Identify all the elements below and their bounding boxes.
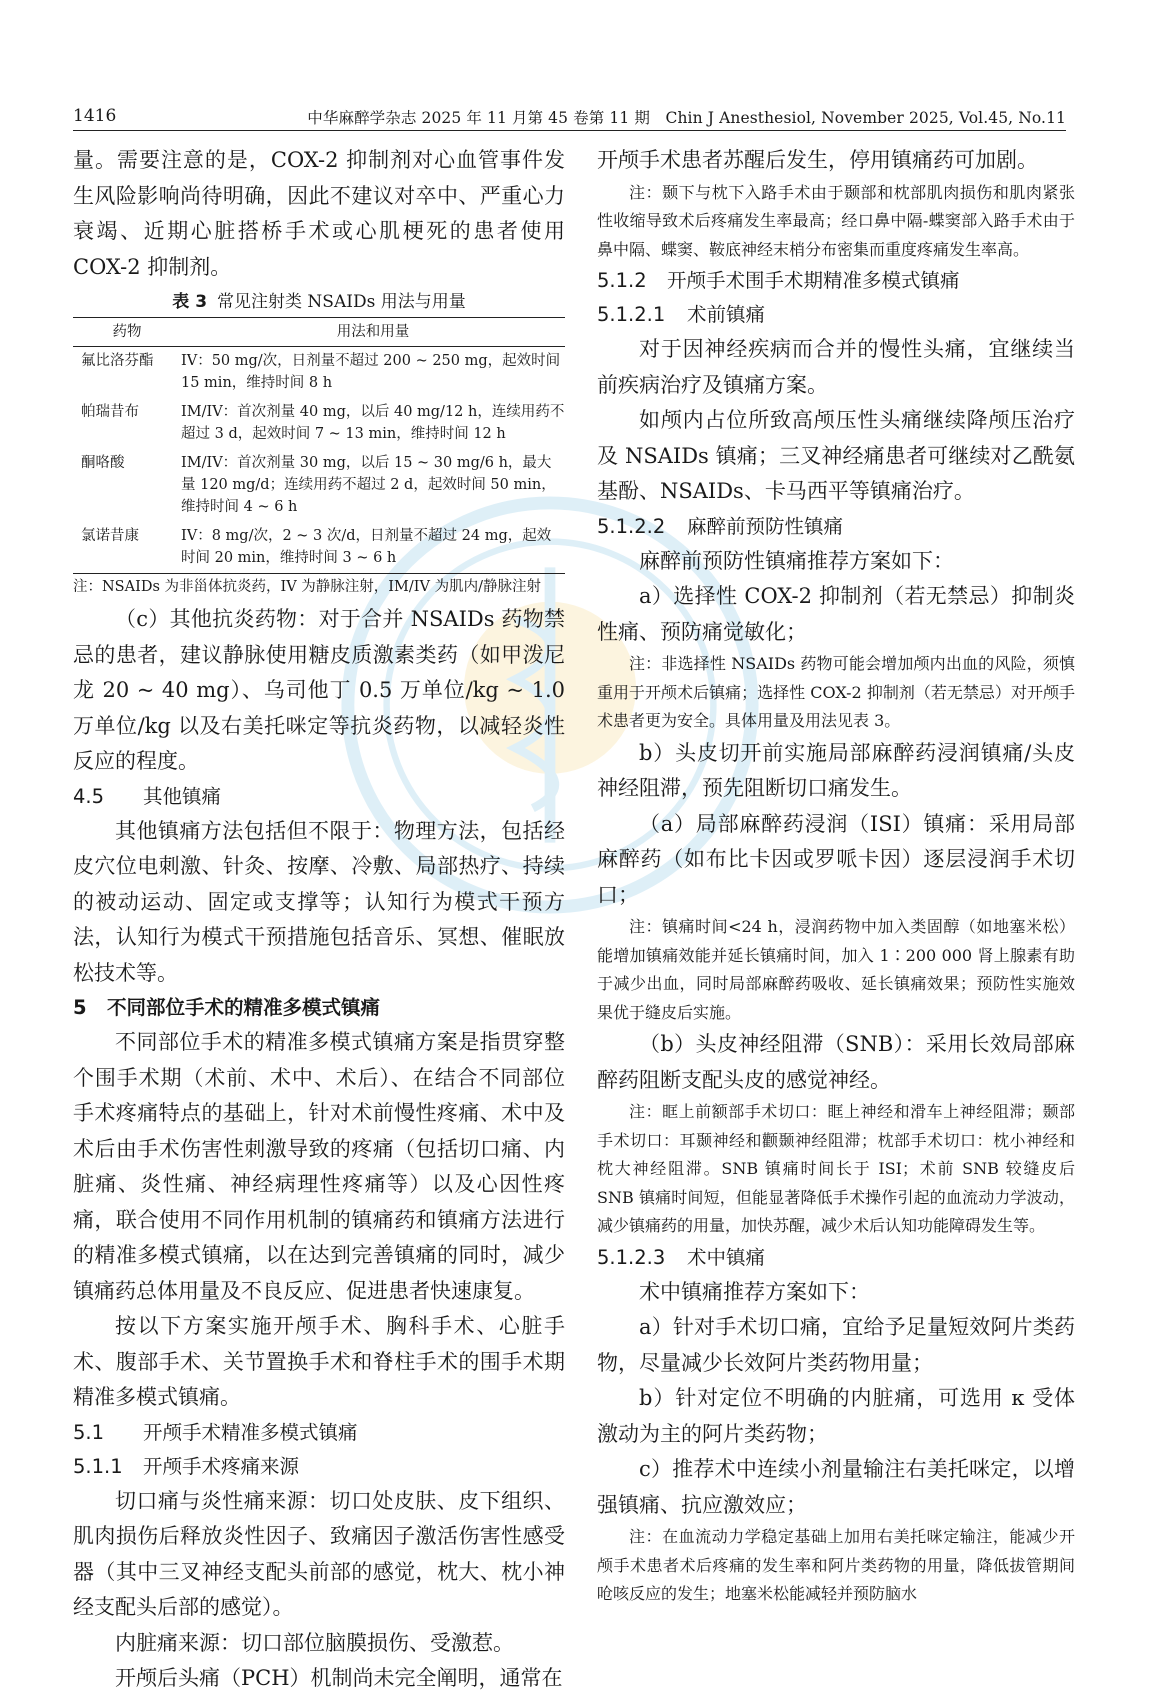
journal-citation: 中华麻醉学杂志 2025 年 11 月第 45 卷第 11 期 Chin J Anesthesiol, November 2025, Vol.45, No.11	[307, 109, 1066, 127]
table-title: 常见注射类 NSAIDs 用法与用量	[217, 292, 466, 312]
table-label: 表 3	[172, 292, 208, 312]
paragraph: 对于因神经疾病而合并的慢性头痛，宜继续当前疾病治疗及镇痛方案。	[597, 337, 1075, 397]
table-footnote: 注：NSAIDs 为非甾体抗炎药，IV 为静脉注射，IM/IV 为肌内/静脉注射	[73, 579, 541, 595]
right-column	[597, 143, 1075, 1609]
section-heading-5-1: 5.1 开颅手术精准多模式镇痛	[73, 1420, 358, 1444]
table-caption	[73, 287, 565, 317]
nsaid-table	[73, 317, 565, 574]
table-row	[73, 398, 565, 449]
table-row	[73, 347, 565, 399]
table-cell-usage: IM/IV：首次剂量 30 mg，以后 15 ~ 30 mg/6 h，最大量 120 mg/d；连续用药不超过 2 d，起效时间 50 min，维持时间 4 ~ 6 h	[181, 455, 556, 515]
paragraph: 量。需要注意的是，COX-2 抑制剂对心血管事件发生风险影响尚待明确，因此不建议对卒中、严重心力衰竭、近期心脏搭桥手术或心肌梗死的患者使用 COX-2 抑制剂。	[73, 148, 565, 279]
table-cell-drug: 氯诺昔康	[73, 522, 181, 574]
paragraph: 不同部位手术的精准多模式镇痛方案是指贯穿整个围手术期（术前、术中、术后）、在结合不同部位手术疼痛特点的基础上，针对术前慢性疼痛、术中及术后由手术伤害性刺激导致的疼痛（包括切口痛、内脏痛、炎性痛、神经病理性疼痛等）以及心因性疼痛，联合使用不同作用机制的镇痛药和镇痛方法进行的精准多模式镇痛，以在达到完善镇痛的同时，减少镇痛药总体用量及不良反应、促进患者快速康复。	[73, 1030, 565, 1303]
table-3	[73, 287, 565, 600]
table-cell-usage: IV：8 mg/次，2 ~ 3 次/d，日剂量不超过 24 mg，起效时间 20 min，维持时间 3 ~ 6 h	[181, 522, 565, 574]
section-heading-5: 5 不同部位手术的精准多模式镇痛	[73, 996, 381, 1019]
paragraph: 内脏痛来源：切口部位脑膜损伤、受激惹。	[115, 1630, 514, 1655]
paragraph: 开颅手术患者苏醒后发生，停用镇痛药可加剧。	[597, 148, 1038, 172]
paragraph: 按以下方案实施开颅手术、胸科手术、心脏手术、腹部手术、关节置换手术和脊柱手术的围手术期精准多模式镇痛。	[73, 1314, 565, 1409]
paragraph: 切口痛与炎性痛来源：切口处皮肤、皮下组织、肌肉损伤后释放炎性因子、致痛因子激活伤害性感受器（其中三叉神经支配头前部的感觉，枕大、枕小神经支配头后部的感觉）。	[73, 1488, 565, 1619]
table-cell-usage: IM/IV：首次剂量 40 mg，以后 40 mg/12 h，连续用药不超过 3 d，起效时间 7 ~ 13 min，维持时间 12 h	[181, 404, 565, 442]
paragraph: 其他镇痛方法包括但不限于：物理方法，包括经皮穴位电刺激、针灸、按摩、冷敷、局部热疗、持续的被动运动、固定或支撑等；认知行为模式干预方法，认知行为模式干预措施包括音乐、冥想、催眠放松技术等。	[73, 818, 565, 985]
left-column	[73, 143, 565, 1697]
section-heading-5-1-2-1: 5.1.2.1 术前镇痛	[597, 303, 766, 326]
section-heading-5-1-2: 5.1.2 开颅手术围手术期精准多模式镇痛	[597, 269, 960, 292]
table-row	[73, 449, 565, 522]
note-paragraph: 注：在血流动力学稳定基础上加用右美托咪定输注，能减少开颅手术患者术后疼痛的发生率和阿片类药物的用量，降低拔管期间呛咳反应的发生；地塞米松能减轻并预防脑水	[597, 1527, 1075, 1603]
table-cell-usage: IV：50 mg/次，日剂量不超过 200 ~ 250 mg，起效时间 15 min，维持时间 8 h	[181, 353, 561, 391]
paragraph: 术中镇痛推荐方案如下：	[639, 1279, 870, 1304]
paragraph: 如颅内占位所致高颅压性头痛继续降颅压治疗及 NSAIDs 镇痛；三叉神经痛患者可继续对乙酰氨基酚、NSAIDs、卡马西平等镇痛治疗。	[597, 408, 1075, 503]
paragraph: （a）局部麻醉药浸润（ISI）镇痛：采用局部麻醉药（如布比卡因或罗哌卡因）逐层浸润手术切口；	[597, 811, 1075, 907]
note-paragraph: 注：镇痛时间<24 h，浸润药物中加入类固醇（如地塞米松）能增加镇痛效能并延长镇痛时间，加入 1∶200 000 肾上腺素有助于减少出血，同时局部麻醉药吸收、延长镇痛效果；预防性实施效果优于缝皮后实施。	[597, 917, 1075, 1022]
note-paragraph: 注：颞下与枕下入路手术由于颞部和枕部肌肉损伤和肌肉紧张性收缩导致术后疼痛发生率最高；经口鼻中隔-蝶窦部入路手术由于鼻中隔、蝶窦、鞍底神经末梢分布密集而重度疼痛发生率高。	[597, 182, 1075, 259]
table-header-drug: 药物	[73, 318, 181, 347]
page-header	[0, 0, 1152, 130]
paragraph: c）推荐术中连续小剂量输注右美托咪定，以增强镇痛、抗应激效应；	[597, 1457, 1075, 1517]
header-rule	[73, 130, 1066, 131]
section-heading-5-1-2-3: 5.1.2.3 术中镇痛	[597, 1245, 766, 1269]
paragraph: 麻醉前预防性镇痛推荐方案如下：	[639, 548, 954, 573]
table-header-usage: 用法和用量	[181, 318, 565, 347]
note-paragraph: 注：非选择性 NSAIDs 药物可能会增加颅内出血的风险，须慎重用于开颅术后镇痛；选择性 COX-2 抑制剂（若无禁忌）对开颅手术患者更为安全。具体用量及用法见表 3。	[597, 654, 1075, 730]
paragraph: b）针对定位不明确的内脏痛，可选用 κ 受体激动为主的阿片类药物；	[597, 1386, 1075, 1446]
section-heading-4-5: 4.5 其他镇痛	[73, 784, 222, 808]
page-number: 1416	[73, 106, 117, 126]
paragraph: b）头皮切开前实施局部麻醉药浸润镇痛/头皮神经阻滞，预先阻断切口痛发生。	[597, 740, 1075, 800]
paragraph: 开颅后头痛（PCH）机制尚未完全阐明，通常在	[115, 1666, 563, 1690]
section-heading-5-1-1: 5.1.1 开颅手术疼痛来源	[73, 1454, 300, 1478]
table-row	[73, 522, 565, 574]
table-cell-drug: 氟比洛芬酯	[81, 353, 154, 369]
note-paragraph: 注：眶上前额部手术切口：眶上神经和滑车上神经阻滞；颞部手术切口：耳颞神经和颧颞神经阻滞；枕部手术切口：枕小神经和枕大神经阻滞。SNB 镇痛时间长于 ISI；术前 SNB 较缝皮后 SNB 镇痛时间短，但能显著降低手术操作引起的血流动力学波动，减少镇痛药的用量，加快苏醒，减少术后认知功能障碍发生等。	[597, 1102, 1075, 1235]
paragraph: a）针对手术切口痛，宜给予足量短效阿片类药物，尽量减少长效阿片类药物用量；	[597, 1315, 1075, 1375]
table-cell-drug: 酮咯酸	[81, 455, 125, 471]
section-heading-5-1-2-2: 5.1.2.2 麻醉前预防性镇痛	[597, 514, 844, 538]
paragraph: a）选择性 COX-2 抑制剂（若无禁忌）抑制炎性痛、预防痛觉敏化；	[597, 584, 1075, 644]
table-cell-drug: 帕瑞昔布	[81, 404, 139, 420]
paragraph: （b）头皮神经阻滞（SNB）：采用长效局部麻醉药阻断支配头皮的感觉神经。	[597, 1032, 1075, 1092]
paragraph: （c）其他抗炎药物：对于合并 NSAIDs 药物禁忌的患者，建议静脉使用糖皮质激素类药（如甲泼尼龙 20 ~ 40 mg）、乌司他丁 0.5 万单位/kg ~ 1.0 万单位/kg 以及右美托咪定等抗炎药物，以减轻炎性反应的程度。	[73, 607, 565, 773]
